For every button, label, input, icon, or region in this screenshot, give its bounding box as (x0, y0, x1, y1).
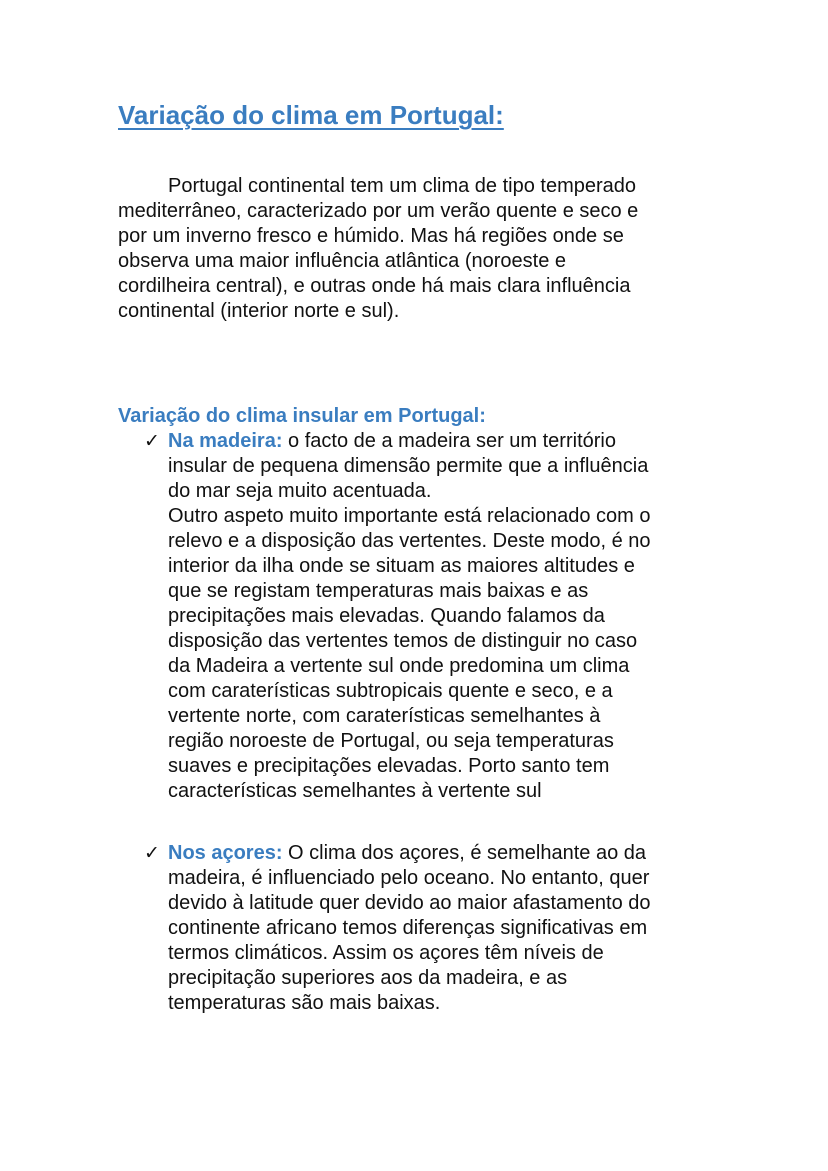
list-item-first-text: o facto de a madeira ser um território (282, 430, 616, 452)
list-item-line: insular de pequena dimensão permite que a influência (168, 455, 649, 477)
list-item-line: interior da ilha onde se situam as maiores altitudes e (168, 555, 635, 577)
list-item-line: precipitação superiores aos da madeira, e as (168, 967, 568, 989)
checkmark-icon: ✓ (144, 843, 160, 864)
page-title: Variação do clima em Portugal: (118, 100, 504, 130)
intro-line: cordilheira central), e outras onde há mais clara influência (118, 275, 631, 297)
list-item-body (168, 841, 744, 1016)
checkmark-icon: ✓ (144, 431, 160, 452)
list-item-first-line (168, 841, 744, 866)
intro-line: por um inverno fresco e húmido. Mas há regiões onde se (118, 225, 624, 247)
list-item-line: continente africano temos diferenças significativas em (168, 917, 648, 939)
list-item-line: relevo e a disposição das vertentes. Deste modo, é no (168, 530, 651, 552)
list-item-line: características semelhantes à vertente sul (168, 780, 542, 802)
intro-line: observa uma maior influência atlântica (noroeste e (118, 250, 567, 272)
section-subtitle: Variação do clima insular em Portugal: (118, 405, 486, 427)
list-item-line: do mar seja muito acentuada. (168, 480, 432, 502)
list-item-line: região noroeste de Portugal, ou seja temperaturas (168, 730, 614, 752)
intro-line: Portugal continental tem um clima de tipo temperado (168, 175, 637, 197)
list-item-first-line (168, 429, 744, 454)
list-item-line: Outro aspeto muito importante está relacionado com o (168, 505, 651, 527)
intro-line: continental (interior norte e sul). (118, 300, 400, 322)
intro-line: mediterrâneo, caracterizado por um verão quente e seco e (118, 200, 639, 222)
list-item-body (168, 429, 744, 804)
list-item-line: suaves e precipitações elevadas. Porto santo tem (168, 755, 610, 777)
list-item-line: disposição das vertentes temos de distinguir no caso (168, 630, 638, 652)
list-item-line: devido à latitude quer devido ao maior afastamento do (168, 892, 651, 914)
list-item-line: vertente norte, com caraterísticas semelhantes à (168, 705, 601, 727)
list-item-line: madeira, é influenciado pelo oceano. No entanto, quer (168, 867, 650, 889)
list-item-line: com caraterísticas subtropicais quente e seco, e a (168, 680, 613, 702)
intro-paragraph (118, 174, 718, 324)
list-item-line: que se registam temperaturas mais baixas e as (168, 580, 589, 602)
list-item-line: precipitações mais elevadas. Quando falamos da (168, 605, 605, 627)
list-item-line: termos climáticos. Assim os açores têm níveis de (168, 942, 604, 964)
list-item-lead: Nos açores: (168, 842, 283, 864)
list-item-lead: Na madeira: (168, 430, 283, 452)
list-item-line: temperaturas são mais baixas. (168, 992, 441, 1014)
list-item-line: da Madeira a vertente sul onde predomina um clima (168, 655, 630, 677)
list-item-first-text: O clima dos açores, é semelhante ao da (282, 842, 647, 864)
